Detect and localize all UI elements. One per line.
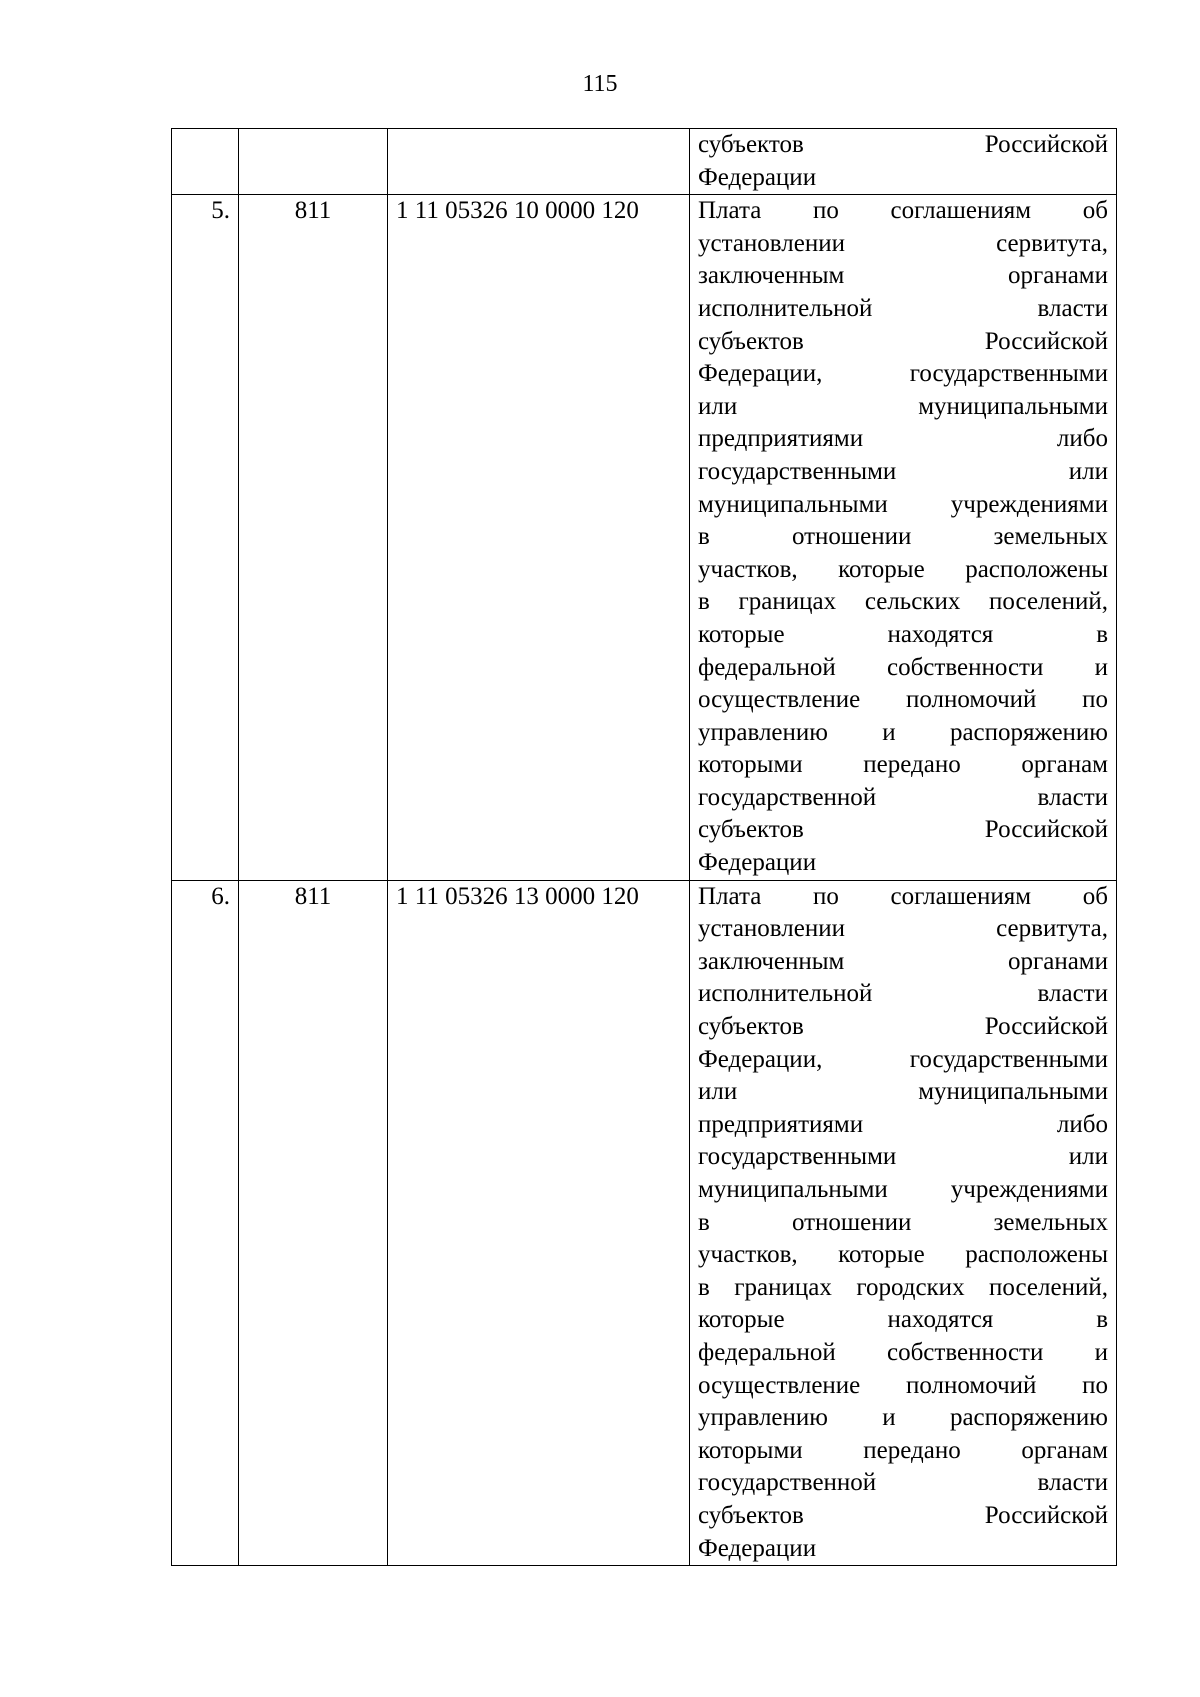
description-line: которые находятся в [698, 1306, 1108, 1334]
description-line: Федерации [698, 1534, 817, 1562]
row-number-cell: 6. [172, 880, 239, 1565]
revenue-code-cell: 1 11 05326 10 0000 120 [388, 195, 690, 880]
description-line: заключенным органами [698, 947, 1108, 975]
description-line: в границах городских поселений, [698, 1273, 1108, 1301]
description-line: исполнительной власти [698, 980, 1108, 1008]
table-row [172, 880, 1117, 1565]
description-line: муниципальными учреждениями [698, 490, 1108, 518]
description-line: которыми передано органам [698, 1436, 1108, 1464]
description-line: заключенным органами [698, 262, 1108, 290]
description-line: Федерации [698, 163, 817, 191]
revenue-codes-table [171, 128, 1117, 1566]
description-line: которыми передано органам [698, 751, 1108, 779]
description-line: государственными или [698, 1143, 1108, 1171]
description-line: установлении сервитута, [698, 229, 1108, 257]
description-cell [690, 880, 1117, 1565]
description-line: участков, которые расположены [698, 555, 1108, 583]
description-line: осуществление полномочий по [698, 686, 1108, 714]
description-line: предприятиями либо [698, 1110, 1108, 1138]
description-line: или муниципальными [698, 1078, 1108, 1106]
revenue-code-cell: 1 11 05326 13 0000 120 [388, 880, 690, 1565]
description-line: субъектов Российской [698, 816, 1108, 844]
description-line: государственными или [698, 457, 1108, 485]
description-line: которые находятся в [698, 620, 1108, 648]
admin-code-cell [239, 129, 388, 195]
description-line: федеральной собственности и [698, 653, 1108, 681]
description-line: государственной власти [698, 783, 1108, 811]
description-cell [690, 195, 1117, 880]
table-row [172, 195, 1117, 880]
description-line: установлении сервитута, [698, 915, 1108, 943]
description-line: Федерации, государственными [698, 360, 1108, 388]
row-number-cell: 5. [172, 195, 239, 880]
description-cell [690, 129, 1117, 195]
description-line: федеральной собственности и [698, 1338, 1108, 1366]
description-line: в границах сельских поселений, [698, 588, 1108, 616]
description-line: субъектов Российской [698, 131, 1108, 158]
description-line: муниципальными учреждениями [698, 1176, 1108, 1203]
description-line: управлению и распоряжению [698, 718, 1108, 746]
admin-code-cell: 811 [239, 880, 388, 1565]
description-line: осуществление полномочий по [698, 1371, 1108, 1399]
description-line: субъектов Российской [698, 327, 1108, 355]
table-row [172, 129, 1117, 195]
page-number: 115 [582, 71, 618, 97]
description-line: или муниципальными [698, 392, 1108, 420]
table-body [172, 129, 1117, 1566]
description-line: предприятиями либо [698, 425, 1108, 453]
description-line: Плата по соглашениям об [698, 197, 1108, 225]
description-line: в отношении земельных [698, 523, 1108, 551]
description-line: Плата по соглашениям об [698, 882, 1108, 910]
description-line: в отношении земельных [698, 1208, 1108, 1236]
row-number-cell [172, 129, 239, 195]
description-line: субъектов Российской [698, 1013, 1108, 1041]
description-line: управлению и распоряжению [698, 1404, 1108, 1432]
description-line: субъектов Российской [698, 1501, 1108, 1529]
description-line: государственной власти [698, 1469, 1108, 1497]
admin-code-cell: 811 [239, 195, 388, 880]
description-line: Федерации [698, 849, 817, 877]
description-line: участков, которые расположены [698, 1241, 1108, 1269]
description-line: исполнительной власти [698, 294, 1108, 322]
description-line: Федерации, государственными [698, 1045, 1108, 1073]
revenue-code-cell [388, 129, 690, 195]
